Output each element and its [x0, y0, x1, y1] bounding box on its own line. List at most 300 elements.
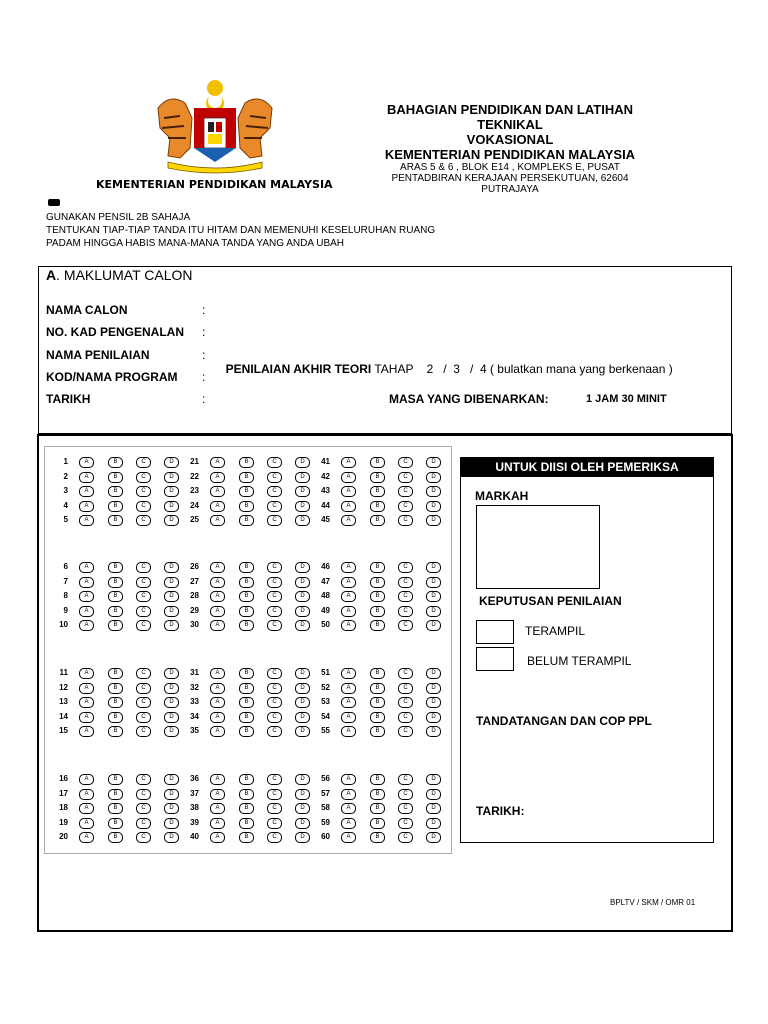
answer-bubble-b[interactable]: B [370, 486, 385, 497]
answer-bubble-b[interactable]: B [370, 620, 385, 631]
answer-bubble-d[interactable]: D [295, 683, 310, 694]
answer-bubble-b[interactable]: B [239, 620, 254, 631]
answer-row [308, 682, 448, 694]
answer-bubble-b[interactable]: B [108, 606, 123, 617]
markah-box[interactable] [476, 505, 600, 589]
answer-bubble-a[interactable]: A [79, 803, 94, 814]
answer-row [308, 471, 448, 483]
answer-bubble-b[interactable]: B [370, 591, 385, 602]
answer-bubble-d[interactable]: D [426, 789, 441, 800]
answer-bubble-c[interactable]: C [267, 818, 282, 829]
answer-bubble-d[interactable]: D [295, 501, 310, 512]
department-line-3: KEMENTERIAN PENDIDIKAN MALAYSIA [384, 147, 636, 162]
answer-bubble-b[interactable]: B [370, 668, 385, 679]
answer-bubble-c[interactable]: C [136, 803, 151, 814]
answer-bubble-a[interactable]: A [341, 832, 356, 843]
answer-bubble-b[interactable]: B [108, 472, 123, 483]
answer-bubble-d[interactable]: D [164, 683, 179, 694]
answer-bubble-b[interactable]: B [239, 472, 254, 483]
answer-bubble-c[interactable]: C [267, 832, 282, 843]
question-number: 46 [321, 562, 330, 571]
answer-bubble-d[interactable]: D [426, 697, 441, 708]
answer-bubble-c[interactable]: C [136, 472, 151, 483]
question-number: 27 [190, 576, 199, 586]
answer-bubble-b[interactable]: B [239, 668, 254, 679]
answer-bubble-c[interactable]: C [136, 562, 151, 573]
answer-row [177, 817, 317, 829]
answer-row [177, 605, 317, 617]
answer-bubble-a[interactable]: A [341, 562, 356, 573]
answer-bubble-b[interactable]: B [370, 577, 385, 588]
answer-bubble-b[interactable]: B [239, 712, 254, 723]
answer-bubble-b[interactable]: B [108, 562, 123, 573]
section-a-title [46, 267, 193, 283]
answer-bubble-a[interactable]: A [79, 620, 94, 631]
answer-bubble-d[interactable]: D [426, 818, 441, 829]
answer-bubble-a[interactable]: A [210, 606, 225, 617]
answer-bubble-a[interactable]: A [210, 457, 225, 468]
answer-bubble-d[interactable]: D [426, 668, 441, 679]
answer-bubble-d[interactable]: D [295, 818, 310, 829]
answer-bubble-a[interactable]: A [341, 803, 356, 814]
answer-bubble-d[interactable]: D [164, 668, 179, 679]
question-number: 15 [59, 726, 68, 736]
answer-bubble-b[interactable]: B [239, 606, 254, 617]
answer-bubble-d[interactable]: D [426, 577, 441, 588]
answer-row [177, 711, 317, 723]
answer-bubble-a[interactable]: A [341, 774, 356, 785]
answer-bubble-a[interactable]: A [79, 577, 94, 588]
answer-bubble-a[interactable]: A [210, 683, 225, 694]
answer-row [308, 590, 448, 602]
answer-bubble-a[interactable]: A [79, 515, 94, 526]
answer-bubble-a[interactable]: A [341, 789, 356, 800]
answer-bubble-d[interactable]: D [295, 620, 310, 631]
answer-bubble-b[interactable]: B [108, 683, 123, 694]
answer-bubble-d[interactable]: D [295, 472, 310, 483]
answer-bubble-c[interactable]: C [136, 712, 151, 723]
answer-bubble-b[interactable]: B [239, 726, 254, 737]
answer-bubble-a[interactable]: A [341, 472, 356, 483]
answer-bubble-d[interactable]: D [426, 620, 441, 631]
answer-row [177, 831, 317, 843]
answer-bubble-d[interactable]: D [164, 486, 179, 497]
answer-bubble-a[interactable]: A [210, 486, 225, 497]
answer-bubble-b[interactable]: B [108, 591, 123, 602]
kod-program-field[interactable] [214, 367, 714, 385]
answer-bubble-d[interactable]: D [295, 803, 310, 814]
answer-bubble-c[interactable]: C [136, 832, 151, 843]
question-number: 54 [321, 711, 330, 721]
answer-bubble-d[interactable]: D [426, 726, 441, 737]
answer-bubble-c[interactable]: C [267, 683, 282, 694]
answer-bubble-d[interactable]: D [426, 774, 441, 785]
answer-bubble-c[interactable]: C [398, 562, 413, 573]
answer-bubble-a[interactable]: A [341, 457, 356, 468]
answer-bubble-d[interactable]: D [426, 606, 441, 617]
answer-bubble-d[interactable]: D [426, 472, 441, 483]
answer-bubble-a[interactable]: A [341, 712, 356, 723]
answer-bubble-b[interactable]: B [108, 515, 123, 526]
instruction-line: GUNAKAN PENSIL 2B SAHAJA [46, 212, 191, 223]
answer-bubble-a[interactable]: A [79, 668, 94, 679]
answer-bubble-a[interactable]: A [210, 620, 225, 631]
answer-bubble-b[interactable]: B [239, 774, 254, 785]
answer-bubble-a[interactable]: A [79, 774, 94, 785]
answer-bubble-b[interactable]: B [370, 606, 385, 617]
answer-bubble-a[interactable]: A [210, 726, 225, 737]
answer-bubble-c[interactable]: C [136, 577, 151, 588]
answer-bubble-d[interactable]: D [164, 803, 179, 814]
question-number: 18 [59, 803, 68, 813]
question-number: 37 [190, 788, 199, 798]
answer-bubble-a[interactable]: A [210, 697, 225, 708]
answer-bubble-a[interactable]: A [341, 620, 356, 631]
answer-bubble-c[interactable]: C [267, 712, 282, 723]
answer-bubble-d[interactable]: D [295, 486, 310, 497]
answer-bubble-d[interactable]: D [164, 726, 179, 737]
answer-bubble-d[interactable]: D [164, 591, 179, 602]
answer-bubble-c[interactable]: C [267, 803, 282, 814]
answer-bubble-a[interactable]: A [341, 577, 356, 588]
question-number: 5 [63, 515, 68, 525]
answer-bubble-d[interactable]: D [164, 562, 179, 573]
answer-bubble-a[interactable]: A [79, 832, 94, 843]
answer-bubble-c[interactable]: C [398, 606, 413, 617]
answer-bubble-a[interactable]: A [79, 712, 94, 723]
penilaian-name: PENILAIAN AKHIR TEORI [225, 362, 372, 376]
answer-bubble-c[interactable]: C [398, 620, 413, 631]
answer-bubble-c[interactable]: C [398, 789, 413, 800]
answer-bubble-c[interactable]: C [398, 818, 413, 829]
answer-bubble-a[interactable]: A [341, 606, 356, 617]
answer-bubble-d[interactable]: D [426, 683, 441, 694]
answer-bubble-b[interactable]: B [108, 457, 123, 468]
answer-bubble-c[interactable]: C [136, 683, 151, 694]
answer-bubble-c[interactable]: C [267, 486, 282, 497]
answer-bubble-b[interactable]: B [239, 697, 254, 708]
answer-bubble-b[interactable]: B [108, 697, 123, 708]
answer-bubble-a[interactable]: A [79, 683, 94, 694]
answer-bubble-d[interactable]: D [164, 712, 179, 723]
answer-bubble-d[interactable]: D [295, 774, 310, 785]
answer-bubble-c[interactable]: C [136, 501, 151, 512]
answer-bubble-b[interactable]: B [370, 562, 385, 573]
answer-bubble-c[interactable]: C [398, 774, 413, 785]
question-number: 29 [190, 605, 199, 615]
belum-terampil-label: BELUM TERAMPIL [527, 654, 632, 668]
answer-bubble-b[interactable]: B [370, 515, 385, 526]
answer-row [308, 802, 448, 814]
answer-bubble-b[interactable]: B [239, 577, 254, 588]
answer-bubble-b[interactable]: B [370, 712, 385, 723]
question-number: 28 [190, 591, 199, 601]
answer-bubble-d[interactable]: D [295, 606, 310, 617]
answer-bubble-d[interactable]: D [426, 832, 441, 843]
answer-bubble-b[interactable]: B [370, 726, 385, 737]
answer-bubble-d[interactable]: D [164, 457, 179, 468]
answer-bubble-a[interactable]: A [210, 803, 225, 814]
answer-bubble-c[interactable]: C [398, 726, 413, 737]
answer-bubble-b[interactable]: B [108, 668, 123, 679]
question-number: 17 [59, 788, 68, 798]
answer-bubble-c[interactable]: C [136, 620, 151, 631]
field-colon: : [202, 392, 206, 406]
answer-row [308, 561, 448, 573]
answer-bubble-c[interactable]: C [267, 577, 282, 588]
answer-bubble-b[interactable]: B [370, 501, 385, 512]
answer-row [308, 667, 448, 679]
answer-bubble-d[interactable]: D [164, 818, 179, 829]
answer-bubble-b[interactable]: B [108, 774, 123, 785]
answer-bubble-b[interactable]: B [239, 486, 254, 497]
answer-bubble-c[interactable]: C [136, 818, 151, 829]
answer-bubble-c[interactable]: C [398, 712, 413, 723]
answer-bubble-a[interactable]: A [341, 683, 356, 694]
answer-bubble-c[interactable]: C [267, 606, 282, 617]
answer-bubble-c[interactable]: C [267, 668, 282, 679]
tarikh-field[interactable] [214, 389, 374, 407]
answer-bubble-c[interactable]: C [267, 472, 282, 483]
answer-bubble-b[interactable]: B [108, 620, 123, 631]
answer-bubble-b[interactable]: B [239, 591, 254, 602]
answer-bubble-d[interactable]: D [426, 562, 441, 573]
answer-bubble-c[interactable]: C [267, 789, 282, 800]
answer-bubble-d[interactable]: D [164, 501, 179, 512]
answer-bubble-a[interactable]: A [210, 591, 225, 602]
answer-bubble-b[interactable]: B [108, 577, 123, 588]
answer-bubble-b[interactable]: B [239, 803, 254, 814]
answer-bubble-c[interactable]: C [136, 668, 151, 679]
terampil-checkbox[interactable] [476, 620, 514, 644]
answer-bubble-a[interactable]: A [341, 668, 356, 679]
answer-bubble-d[interactable]: D [295, 591, 310, 602]
answer-bubble-a[interactable]: A [79, 697, 94, 708]
answer-row [177, 682, 317, 694]
question-number: 38 [190, 803, 199, 813]
answer-bubble-d[interactable]: D [426, 501, 441, 512]
answer-bubble-d[interactable]: D [164, 472, 179, 483]
answer-bubble-a[interactable]: A [341, 697, 356, 708]
answer-bubble-c[interactable]: C [267, 515, 282, 526]
keputusan-label: KEPUTUSAN PENILAIAN [479, 594, 622, 608]
answer-bubble-a[interactable]: A [79, 591, 94, 602]
answer-bubble-a[interactable]: A [341, 486, 356, 497]
answer-bubble-c[interactable]: C [267, 774, 282, 785]
answer-bubble-d[interactable]: D [295, 697, 310, 708]
answer-bubble-c[interactable]: C [398, 486, 413, 497]
answer-bubble-c[interactable]: C [398, 457, 413, 468]
answer-bubble-b[interactable]: B [239, 515, 254, 526]
answer-bubble-c[interactable]: C [136, 515, 151, 526]
answer-row [46, 802, 186, 814]
answer-bubble-b[interactable]: B [108, 501, 123, 512]
answer-bubble-c[interactable]: C [267, 501, 282, 512]
answer-bubble-d[interactable]: D [295, 668, 310, 679]
answer-bubble-a[interactable]: A [210, 577, 225, 588]
answer-bubble-a[interactable]: A [79, 457, 94, 468]
answer-bubble-c[interactable]: C [398, 668, 413, 679]
answer-bubble-c[interactable]: C [136, 726, 151, 737]
answer-bubble-c[interactable]: C [398, 472, 413, 483]
answer-bubble-c[interactable]: C [398, 515, 413, 526]
answer-bubble-b[interactable]: B [370, 457, 385, 468]
answer-bubble-b[interactable]: B [370, 683, 385, 694]
answer-bubble-d[interactable]: D [426, 486, 441, 497]
answer-bubble-c[interactable]: C [267, 562, 282, 573]
answer-bubble-a[interactable]: A [210, 832, 225, 843]
answer-bubble-d[interactable]: D [164, 606, 179, 617]
answer-bubble-c[interactable]: C [136, 774, 151, 785]
kad-pengenalan-field[interactable] [214, 322, 714, 340]
answer-bubble-c[interactable]: C [267, 591, 282, 602]
answer-bubble-c[interactable]: C [136, 789, 151, 800]
field-colon: : [202, 370, 206, 384]
answer-bubble-a[interactable]: A [210, 774, 225, 785]
answer-bubble-d[interactable]: D [295, 577, 310, 588]
answer-bubble-a[interactable]: A [210, 472, 225, 483]
answer-row [46, 817, 186, 829]
answer-bubble-a[interactable]: A [341, 501, 356, 512]
question-number: 32 [190, 682, 199, 692]
answer-row [46, 561, 186, 573]
answer-bubble-c[interactable]: C [136, 697, 151, 708]
answer-bubble-a[interactable]: A [210, 712, 225, 723]
answer-bubble-b[interactable]: B [370, 803, 385, 814]
answer-bubble-c[interactable]: C [267, 620, 282, 631]
answer-row [46, 773, 186, 785]
answer-bubble-b[interactable]: B [370, 472, 385, 483]
answer-bubble-a[interactable]: A [79, 606, 94, 617]
answer-bubble-a[interactable]: A [79, 562, 94, 573]
answer-bubble-d[interactable]: D [295, 515, 310, 526]
answer-bubble-d[interactable]: D [295, 726, 310, 737]
answer-bubble-a[interactable]: A [210, 562, 225, 573]
answer-bubble-c[interactable]: C [267, 697, 282, 708]
answer-bubble-c[interactable]: C [136, 457, 151, 468]
answer-bubble-d[interactable]: D [164, 789, 179, 800]
answer-bubble-b[interactable]: B [239, 789, 254, 800]
answer-bubble-d[interactable]: D [426, 457, 441, 468]
question-number: 4 [63, 500, 68, 510]
answer-bubble-a[interactable]: A [341, 591, 356, 602]
answer-bubble-c[interactable]: C [398, 697, 413, 708]
question-number: 30 [190, 620, 199, 630]
answer-bubble-a[interactable]: A [79, 501, 94, 512]
answer-bubble-c[interactable]: C [267, 457, 282, 468]
answer-row [308, 788, 448, 800]
answer-row [46, 514, 186, 526]
answer-bubble-b[interactable]: B [370, 789, 385, 800]
question-number: 9 [63, 605, 68, 615]
answer-bubble-a[interactable]: A [210, 501, 225, 512]
answer-bubble-b[interactable]: B [108, 789, 123, 800]
answer-bubble-c[interactable]: C [398, 803, 413, 814]
answer-bubble-a[interactable]: A [79, 789, 94, 800]
answer-bubble-c[interactable]: C [398, 832, 413, 843]
field-colon: : [202, 348, 206, 362]
answer-bubble-b[interactable]: B [239, 818, 254, 829]
answer-bubble-d[interactable]: D [426, 712, 441, 723]
answer-bubble-d[interactable]: D [426, 591, 441, 602]
answer-bubble-b[interactable]: B [239, 683, 254, 694]
answer-bubble-b[interactable]: B [370, 832, 385, 843]
answer-bubble-d[interactable]: D [164, 515, 179, 526]
answer-bubble-a[interactable]: A [341, 726, 356, 737]
answer-bubble-a[interactable]: A [210, 668, 225, 679]
answer-bubble-c[interactable]: C [136, 591, 151, 602]
answer-bubble-d[interactable]: D [295, 712, 310, 723]
answer-bubble-a[interactable]: A [341, 818, 356, 829]
answer-bubble-b[interactable]: B [239, 832, 254, 843]
question-number: 8 [63, 591, 68, 601]
answer-bubble-a[interactable]: A [210, 818, 225, 829]
answer-bubble-a[interactable]: A [210, 515, 225, 526]
answer-bubble-b[interactable]: B [108, 726, 123, 737]
answer-bubble-b[interactable]: B [239, 562, 254, 573]
answer-bubble-d[interactable]: D [164, 620, 179, 631]
answer-bubble-c[interactable]: C [398, 683, 413, 694]
answer-bubble-c[interactable]: C [136, 606, 151, 617]
answer-bubble-b[interactable]: B [370, 818, 385, 829]
answer-row [177, 788, 317, 800]
answer-bubble-b[interactable]: B [108, 832, 123, 843]
answer-bubble-a[interactable]: A [79, 472, 94, 483]
answer-bubble-c[interactable]: C [267, 726, 282, 737]
field-kad-pengenalan-label: NO. KAD PENGENALAN [46, 325, 185, 339]
answer-bubble-b[interactable]: B [239, 457, 254, 468]
answer-bubble-a[interactable]: A [210, 789, 225, 800]
answer-bubble-b[interactable]: B [108, 486, 123, 497]
answer-bubble-b[interactable]: B [108, 803, 123, 814]
answer-bubble-a[interactable]: A [79, 726, 94, 737]
answer-bubble-b[interactable]: B [108, 712, 123, 723]
field-nama-penilaian-label: NAMA PENILAIAN [46, 348, 150, 362]
answer-bubble-d[interactable]: D [164, 577, 179, 588]
answer-bubble-c[interactable]: C [398, 501, 413, 512]
answer-bubble-d[interactable]: D [164, 697, 179, 708]
question-number: 1 [63, 457, 68, 466]
timing-mark [48, 199, 60, 206]
answer-row [46, 682, 186, 694]
answer-bubble-d[interactable]: D [295, 789, 310, 800]
answer-bubble-c[interactable]: C [398, 577, 413, 588]
answer-bubble-c[interactable]: C [398, 591, 413, 602]
answer-bubble-b[interactable]: B [370, 774, 385, 785]
answer-bubble-a[interactable]: A [341, 515, 356, 526]
nama-calon-field[interactable] [214, 300, 714, 318]
answer-row [177, 471, 317, 483]
belum-terampil-checkbox[interactable] [476, 647, 514, 671]
answer-bubble-d[interactable]: D [164, 832, 179, 843]
answer-bubble-a[interactable]: A [79, 818, 94, 829]
question-number: 13 [59, 697, 68, 707]
answer-bubble-c[interactable]: C [136, 486, 151, 497]
question-number: 3 [63, 486, 68, 496]
answer-bubble-d[interactable]: D [426, 515, 441, 526]
answer-bubble-d[interactable]: D [426, 803, 441, 814]
answer-bubble-d[interactable]: D [164, 774, 179, 785]
answer-bubble-b[interactable]: B [108, 818, 123, 829]
answer-bubble-d[interactable]: D [295, 832, 310, 843]
question-number: 21 [190, 457, 199, 466]
answer-bubble-a[interactable]: A [79, 486, 94, 497]
answer-row [308, 576, 448, 588]
answer-bubble-d[interactable]: D [295, 457, 310, 468]
answer-bubble-b[interactable]: B [370, 697, 385, 708]
answer-bubble-b[interactable]: B [239, 501, 254, 512]
answer-bubble-d[interactable]: D [295, 562, 310, 573]
